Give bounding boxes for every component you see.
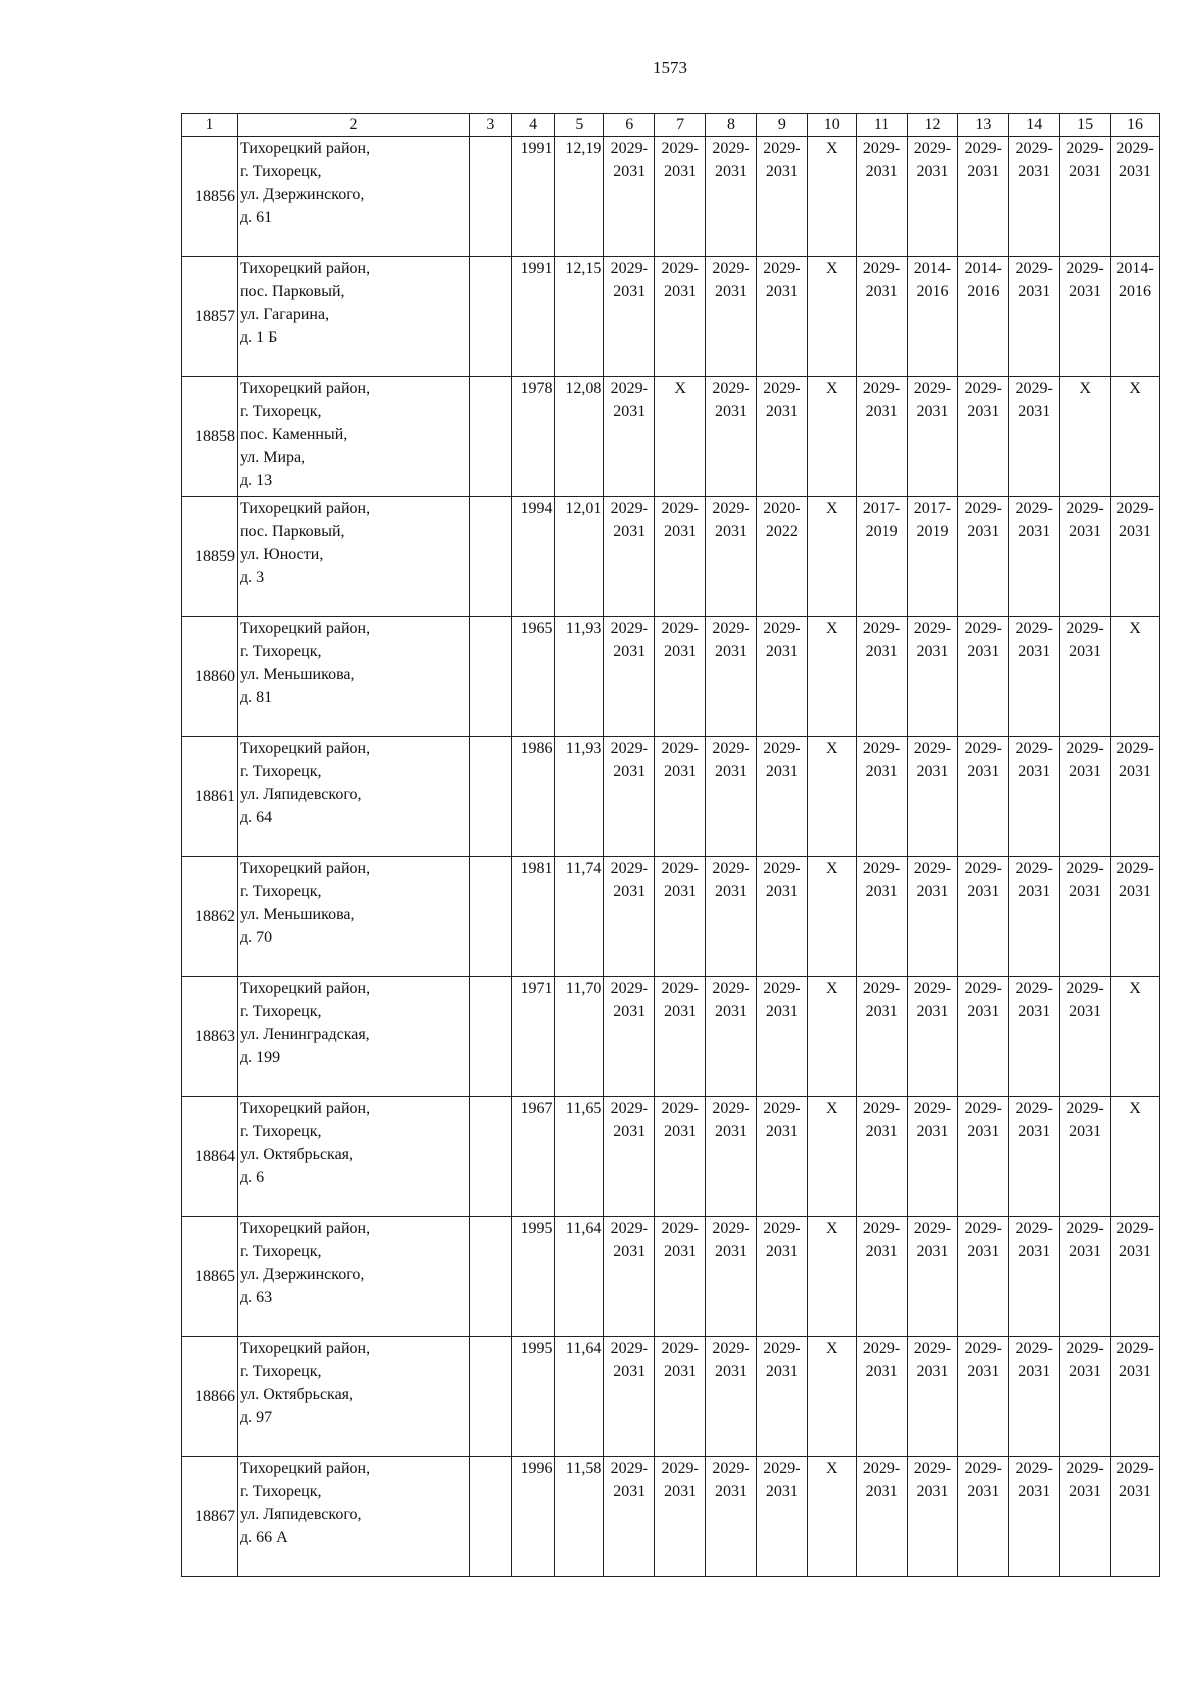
column-8-cell: 2029- 2031 xyxy=(706,857,757,977)
column-11-cell: 2029- 2031 xyxy=(856,137,907,257)
column-header-14: 14 xyxy=(1009,114,1060,137)
column-6-cell: 2029- 2031 xyxy=(604,1097,655,1217)
column-3-cell xyxy=(470,137,512,257)
column-11-cell: 2029- 2031 xyxy=(856,257,907,377)
column-header-1: 1 xyxy=(182,114,238,137)
column-7-cell: 2029- 2031 xyxy=(655,977,706,1097)
column-10-cell: Х xyxy=(807,1457,856,1577)
column-13-cell: 2029- 2031 xyxy=(958,497,1009,617)
column-7-cell: 2029- 2031 xyxy=(655,737,706,857)
column-header-8: 8 xyxy=(706,114,757,137)
column-12-cell: 2029- 2031 xyxy=(907,1097,958,1217)
column-10-cell: Х xyxy=(807,737,856,857)
column-6-cell: 2029- 2031 xyxy=(604,1337,655,1457)
table-row xyxy=(182,617,1160,737)
column-10-cell: Х xyxy=(807,617,856,737)
row-number-cell: 18862 xyxy=(182,857,238,977)
column-16-cell: 2029- 2031 xyxy=(1111,1457,1160,1577)
column-6-cell: 2029- 2031 xyxy=(604,377,655,497)
column-3-cell xyxy=(470,257,512,377)
column-13-cell: 2029- 2031 xyxy=(958,617,1009,737)
column-10-cell: Х xyxy=(807,1097,856,1217)
address-cell: Тихорецкий район, г. Тихорецк, ул. Дзержинского, д. 61 xyxy=(237,137,469,257)
column-7-cell: 2029- 2031 xyxy=(655,1337,706,1457)
column-11-cell: 2029- 2031 xyxy=(856,1337,907,1457)
address-cell: Тихорецкий район, г. Тихорецк, пос. Каменный, ул. Мира, д. 13 xyxy=(237,377,469,497)
column-6-cell: 2029- 2031 xyxy=(604,1457,655,1577)
column-13-cell: 2014- 2016 xyxy=(958,257,1009,377)
column-8-cell: 2029- 2031 xyxy=(706,737,757,857)
column-header-2: 2 xyxy=(237,114,469,137)
column-6-cell: 2029- 2031 xyxy=(604,497,655,617)
column-3-cell xyxy=(470,377,512,497)
column-14-cell: 2029- 2031 xyxy=(1009,1457,1060,1577)
column-12-cell: 2029- 2031 xyxy=(907,977,958,1097)
column-13-cell: 2029- 2031 xyxy=(958,977,1009,1097)
row-number-cell: 18857 xyxy=(182,257,238,377)
table-row xyxy=(182,137,1160,257)
register-table xyxy=(181,113,1160,1577)
column-11-cell: 2029- 2031 xyxy=(856,617,907,737)
column-14-cell: 2029- 2031 xyxy=(1009,857,1060,977)
row-number-cell: 18863 xyxy=(182,977,238,1097)
column-10-cell: Х xyxy=(807,1217,856,1337)
column-9-cell: 2029- 2031 xyxy=(756,1217,807,1337)
column-14-cell: 2029- 2031 xyxy=(1009,257,1060,377)
column-16-cell: 2029- 2031 xyxy=(1111,857,1160,977)
value-cell: 11,58 xyxy=(555,1457,604,1577)
address-cell: Тихорецкий район, г. Тихорецк, ул. Ляпидевского, д. 66 А xyxy=(237,1457,469,1577)
row-number-cell: 18860 xyxy=(182,617,238,737)
value-cell: 12,01 xyxy=(555,497,604,617)
column-15-cell: 2029- 2031 xyxy=(1060,977,1111,1097)
column-16-cell: 2029- 2031 xyxy=(1111,137,1160,257)
column-14-cell: 2029- 2031 xyxy=(1009,137,1060,257)
column-12-cell: 2029- 2031 xyxy=(907,1457,958,1577)
column-13-cell: 2029- 2031 xyxy=(958,737,1009,857)
column-7-cell: 2029- 2031 xyxy=(655,1457,706,1577)
column-9-cell: 2029- 2031 xyxy=(756,857,807,977)
column-14-cell: 2029- 2031 xyxy=(1009,377,1060,497)
column-9-cell: 2029- 2031 xyxy=(756,977,807,1097)
row-number-cell: 18856 xyxy=(182,137,238,257)
column-7-cell: 2029- 2031 xyxy=(655,617,706,737)
column-12-cell: 2029- 2031 xyxy=(907,617,958,737)
column-6-cell: 2029- 2031 xyxy=(604,257,655,377)
table-row xyxy=(182,1337,1160,1457)
column-12-cell: 2029- 2031 xyxy=(907,137,958,257)
column-9-cell: 2029- 2031 xyxy=(756,737,807,857)
column-15-cell: 2029- 2031 xyxy=(1060,1097,1111,1217)
column-3-cell xyxy=(470,737,512,857)
year-cell: 1995 xyxy=(511,1337,555,1457)
row-number-cell: 18867 xyxy=(182,1457,238,1577)
column-8-cell: 2029- 2031 xyxy=(706,617,757,737)
column-15-cell: 2029- 2031 xyxy=(1060,137,1111,257)
column-12-cell: 2014- 2016 xyxy=(907,257,958,377)
row-number-cell: 18865 xyxy=(182,1217,238,1337)
row-number-cell: 18859 xyxy=(182,497,238,617)
column-9-cell: 2029- 2031 xyxy=(756,257,807,377)
column-15-cell: 2029- 2031 xyxy=(1060,1337,1111,1457)
column-8-cell: 2029- 2031 xyxy=(706,1097,757,1217)
column-7-cell: 2029- 2031 xyxy=(655,857,706,977)
column-header-16: 16 xyxy=(1111,114,1160,137)
row-number-cell: 18861 xyxy=(182,737,238,857)
column-9-cell: 2029- 2031 xyxy=(756,1337,807,1457)
table-row xyxy=(182,377,1160,497)
column-15-cell: Х xyxy=(1060,377,1111,497)
column-10-cell: Х xyxy=(807,377,856,497)
column-header-9: 9 xyxy=(756,114,807,137)
column-16-cell: Х xyxy=(1111,1097,1160,1217)
column-14-cell: 2029- 2031 xyxy=(1009,737,1060,857)
column-13-cell: 2029- 2031 xyxy=(958,1097,1009,1217)
column-8-cell: 2029- 2031 xyxy=(706,497,757,617)
year-cell: 1965 xyxy=(511,617,555,737)
column-8-cell: 2029- 2031 xyxy=(706,257,757,377)
column-16-cell: 2029- 2031 xyxy=(1111,1337,1160,1457)
column-10-cell: Х xyxy=(807,857,856,977)
year-cell: 1996 xyxy=(511,1457,555,1577)
value-cell: 11,70 xyxy=(555,977,604,1097)
value-cell: 11,74 xyxy=(555,857,604,977)
column-12-cell: 2029- 2031 xyxy=(907,1337,958,1457)
column-15-cell: 2029- 2031 xyxy=(1060,1457,1111,1577)
year-cell: 1994 xyxy=(511,497,555,617)
column-9-cell: 2029- 2031 xyxy=(756,1457,807,1577)
column-16-cell: 2029- 2031 xyxy=(1111,1217,1160,1337)
column-3-cell xyxy=(470,1217,512,1337)
column-6-cell: 2029- 2031 xyxy=(604,737,655,857)
column-16-cell: 2014- 2016 xyxy=(1111,257,1160,377)
page-number: 1573 xyxy=(653,58,687,77)
column-10-cell: Х xyxy=(807,257,856,377)
column-9-cell: 2020- 2022 xyxy=(756,497,807,617)
column-15-cell: 2029- 2031 xyxy=(1060,1217,1111,1337)
column-10-cell: Х xyxy=(807,137,856,257)
value-cell: 12,08 xyxy=(555,377,604,497)
year-cell: 1991 xyxy=(511,257,555,377)
column-8-cell: 2029- 2031 xyxy=(706,1457,757,1577)
address-cell: Тихорецкий район, г. Тихорецк, ул. Дзержинского, д. 63 xyxy=(237,1217,469,1337)
column-11-cell: 2029- 2031 xyxy=(856,1217,907,1337)
column-11-cell: 2029- 2031 xyxy=(856,1457,907,1577)
address-cell: Тихорецкий район, г. Тихорецк, ул. Ляпидевского, д. 64 xyxy=(237,737,469,857)
table-row xyxy=(182,977,1160,1097)
column-13-cell: 2029- 2031 xyxy=(958,857,1009,977)
column-9-cell: 2029- 2031 xyxy=(756,377,807,497)
column-13-cell: 2029- 2031 xyxy=(958,137,1009,257)
column-15-cell: 2029- 2031 xyxy=(1060,617,1111,737)
address-cell: Тихорецкий район, г. Тихорецк, ул. Ленинградская, д. 199 xyxy=(237,977,469,1097)
column-header-7: 7 xyxy=(655,114,706,137)
column-number-header xyxy=(182,114,1160,137)
column-header-6: 6 xyxy=(604,114,655,137)
column-14-cell: 2029- 2031 xyxy=(1009,497,1060,617)
column-11-cell: 2029- 2031 xyxy=(856,737,907,857)
column-11-cell: 2029- 2031 xyxy=(856,377,907,497)
column-7-cell: 2029- 2031 xyxy=(655,1217,706,1337)
column-12-cell: 2029- 2031 xyxy=(907,857,958,977)
column-12-cell: 2029- 2031 xyxy=(907,1217,958,1337)
column-14-cell: 2029- 2031 xyxy=(1009,617,1060,737)
year-cell: 1986 xyxy=(511,737,555,857)
column-6-cell: 2029- 2031 xyxy=(604,1217,655,1337)
column-9-cell: 2029- 2031 xyxy=(756,617,807,737)
column-header-5: 5 xyxy=(555,114,604,137)
row-number-cell: 18864 xyxy=(182,1097,238,1217)
column-15-cell: 2029- 2031 xyxy=(1060,857,1111,977)
address-cell: Тихорецкий район, пос. Парковый, ул. Юности, д. 3 xyxy=(237,497,469,617)
value-cell: 11,93 xyxy=(555,737,604,857)
year-cell: 1991 xyxy=(511,137,555,257)
column-8-cell: 2029- 2031 xyxy=(706,977,757,1097)
column-6-cell: 2029- 2031 xyxy=(604,617,655,737)
column-10-cell: Х xyxy=(807,977,856,1097)
year-cell: 1995 xyxy=(511,1217,555,1337)
row-number-cell: 18858 xyxy=(182,377,238,497)
year-cell: 1978 xyxy=(511,377,555,497)
value-cell: 12,15 xyxy=(555,257,604,377)
value-cell: 11,65 xyxy=(555,1097,604,1217)
address-cell: Тихорецкий район, г. Тихорецк, ул. Октябрьская, д. 97 xyxy=(237,1337,469,1457)
column-7-cell: 2029- 2031 xyxy=(655,1097,706,1217)
column-11-cell: 2029- 2031 xyxy=(856,857,907,977)
column-7-cell: 2029- 2031 xyxy=(655,137,706,257)
column-14-cell: 2029- 2031 xyxy=(1009,1217,1060,1337)
column-header-3: 3 xyxy=(470,114,512,137)
column-10-cell: Х xyxy=(807,497,856,617)
value-cell: 11,64 xyxy=(555,1217,604,1337)
column-12-cell: 2029- 2031 xyxy=(907,737,958,857)
table-body xyxy=(182,114,1160,1577)
table-row xyxy=(182,1457,1160,1577)
column-8-cell: 2029- 2031 xyxy=(706,377,757,497)
value-cell: 12,19 xyxy=(555,137,604,257)
column-7-cell: 2029- 2031 xyxy=(655,497,706,617)
column-11-cell: 2017- 2019 xyxy=(856,497,907,617)
column-3-cell xyxy=(470,497,512,617)
column-15-cell: 2029- 2031 xyxy=(1060,497,1111,617)
column-16-cell: Х xyxy=(1111,977,1160,1097)
column-3-cell xyxy=(470,617,512,737)
column-11-cell: 2029- 2031 xyxy=(856,977,907,1097)
table-row xyxy=(182,497,1160,617)
column-14-cell: 2029- 2031 xyxy=(1009,1337,1060,1457)
year-cell: 1971 xyxy=(511,977,555,1097)
column-header-12: 12 xyxy=(907,114,958,137)
column-header-11: 11 xyxy=(856,114,907,137)
table-row xyxy=(182,737,1160,857)
column-16-cell: 2029- 2031 xyxy=(1111,497,1160,617)
column-8-cell: 2029- 2031 xyxy=(706,137,757,257)
address-cell: Тихорецкий район, г. Тихорецк, ул. Меньшикова, д. 81 xyxy=(237,617,469,737)
column-3-cell xyxy=(470,857,512,977)
column-15-cell: 2029- 2031 xyxy=(1060,257,1111,377)
table-row xyxy=(182,857,1160,977)
column-13-cell: 2029- 2031 xyxy=(958,1457,1009,1577)
column-14-cell: 2029- 2031 xyxy=(1009,977,1060,1097)
column-16-cell: 2029- 2031 xyxy=(1111,737,1160,857)
column-8-cell: 2029- 2031 xyxy=(706,1217,757,1337)
column-12-cell: 2017- 2019 xyxy=(907,497,958,617)
column-6-cell: 2029- 2031 xyxy=(604,857,655,977)
column-14-cell: 2029- 2031 xyxy=(1009,1097,1060,1217)
table-row xyxy=(182,1097,1160,1217)
column-3-cell xyxy=(470,1097,512,1217)
year-cell: 1981 xyxy=(511,857,555,977)
column-16-cell: Х xyxy=(1111,377,1160,497)
column-16-cell: Х xyxy=(1111,617,1160,737)
column-6-cell: 2029- 2031 xyxy=(604,137,655,257)
row-number-cell: 18866 xyxy=(182,1337,238,1457)
table-row xyxy=(182,257,1160,377)
column-9-cell: 2029- 2031 xyxy=(756,137,807,257)
address-cell: Тихорецкий район, пос. Парковый, ул. Гагарина, д. 1 Б xyxy=(237,257,469,377)
column-header-10: 10 xyxy=(807,114,856,137)
table-row xyxy=(182,1217,1160,1337)
year-cell: 1967 xyxy=(511,1097,555,1217)
column-6-cell: 2029- 2031 xyxy=(604,977,655,1097)
column-7-cell: Х xyxy=(655,377,706,497)
column-3-cell xyxy=(470,1337,512,1457)
column-3-cell xyxy=(470,1457,512,1577)
column-header-15: 15 xyxy=(1060,114,1111,137)
column-3-cell xyxy=(470,977,512,1097)
address-cell: Тихорецкий район, г. Тихорецк, ул. Октябрьская, д. 6 xyxy=(237,1097,469,1217)
column-13-cell: 2029- 2031 xyxy=(958,377,1009,497)
column-10-cell: Х xyxy=(807,1337,856,1457)
column-9-cell: 2029- 2031 xyxy=(756,1097,807,1217)
value-cell: 11,64 xyxy=(555,1337,604,1457)
column-13-cell: 2029- 2031 xyxy=(958,1217,1009,1337)
column-header-13: 13 xyxy=(958,114,1009,137)
address-cell: Тихорецкий район, г. Тихорецк, ул. Меньшикова, д. 70 xyxy=(237,857,469,977)
value-cell: 11,93 xyxy=(555,617,604,737)
column-15-cell: 2029- 2031 xyxy=(1060,737,1111,857)
column-header-4: 4 xyxy=(511,114,555,137)
column-12-cell: 2029- 2031 xyxy=(907,377,958,497)
column-13-cell: 2029- 2031 xyxy=(958,1337,1009,1457)
column-8-cell: 2029- 2031 xyxy=(706,1337,757,1457)
column-11-cell: 2029- 2031 xyxy=(856,1097,907,1217)
column-7-cell: 2029- 2031 xyxy=(655,257,706,377)
